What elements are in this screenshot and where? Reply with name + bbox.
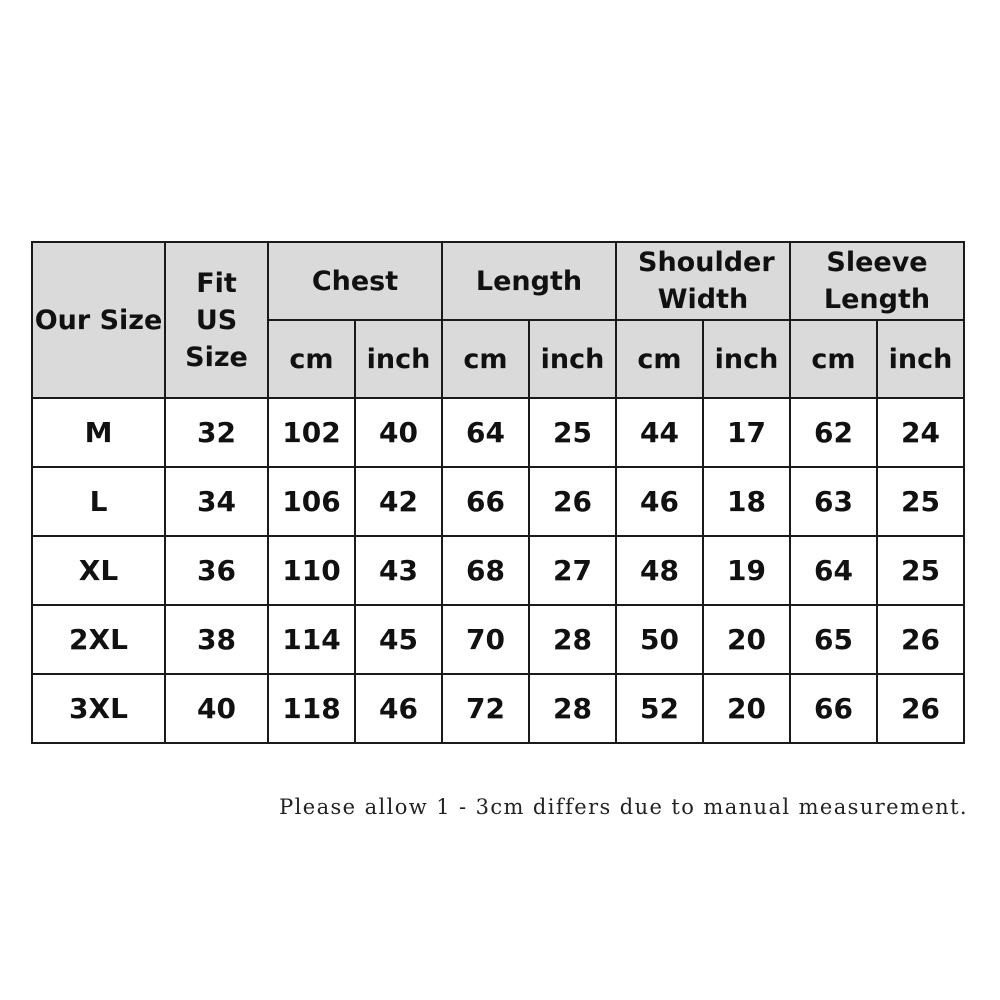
chest-inch-cell: 40 xyxy=(355,398,442,467)
header-sleeve-length: Sleeve Length xyxy=(790,242,964,320)
header-our-size: Our Size xyxy=(32,242,165,398)
sleeve-cm-cell: 65 xyxy=(790,605,877,674)
us-size-cell: 40 xyxy=(165,674,268,743)
unit-header: inch xyxy=(877,320,964,398)
chest-cm-cell: 110 xyxy=(268,536,355,605)
chest-inch-cell: 42 xyxy=(355,467,442,536)
sleeve-inch-cell: 25 xyxy=(877,536,964,605)
length-cm-cell: 66 xyxy=(442,467,529,536)
shoulder-inch-cell: 20 xyxy=(703,605,790,674)
table-row xyxy=(32,536,964,605)
header-fit-us-size: Fit US Size xyxy=(165,242,268,398)
header-chest: Chest xyxy=(268,242,442,320)
unit-header: cm xyxy=(790,320,877,398)
length-inch-cell: 26 xyxy=(529,467,616,536)
table-row xyxy=(32,674,964,743)
chest-cm-cell: 106 xyxy=(268,467,355,536)
shoulder-cm-cell: 50 xyxy=(616,605,703,674)
size-chart-table xyxy=(31,241,965,744)
length-inch-cell: 28 xyxy=(529,605,616,674)
size-cell: M xyxy=(32,398,165,467)
table-body xyxy=(32,398,964,743)
unit-header: inch xyxy=(355,320,442,398)
sleeve-inch-cell: 24 xyxy=(877,398,964,467)
header-length: Length xyxy=(442,242,616,320)
length-cm-cell: 70 xyxy=(442,605,529,674)
header-row-groups xyxy=(32,242,964,320)
us-size-cell: 34 xyxy=(165,467,268,536)
size-cell: XL xyxy=(32,536,165,605)
size-cell: 2XL xyxy=(32,605,165,674)
table-row xyxy=(32,605,964,674)
shoulder-cm-cell: 46 xyxy=(616,467,703,536)
shoulder-inch-cell: 17 xyxy=(703,398,790,467)
unit-header: cm xyxy=(268,320,355,398)
us-size-cell: 36 xyxy=(165,536,268,605)
chest-cm-cell: 102 xyxy=(268,398,355,467)
sleeve-cm-cell: 63 xyxy=(790,467,877,536)
shoulder-cm-cell: 48 xyxy=(616,536,703,605)
shoulder-cm-cell: 44 xyxy=(616,398,703,467)
chest-cm-cell: 118 xyxy=(268,674,355,743)
us-size-cell: 38 xyxy=(165,605,268,674)
chest-inch-cell: 43 xyxy=(355,536,442,605)
chest-cm-cell: 114 xyxy=(268,605,355,674)
shoulder-cm-cell: 52 xyxy=(616,674,703,743)
table-row xyxy=(32,398,964,467)
chest-inch-cell: 45 xyxy=(355,605,442,674)
sleeve-cm-cell: 66 xyxy=(790,674,877,743)
length-inch-cell: 25 xyxy=(529,398,616,467)
size-cell: 3XL xyxy=(32,674,165,743)
table-header xyxy=(32,242,964,398)
table-row xyxy=(32,467,964,536)
sleeve-cm-cell: 64 xyxy=(790,536,877,605)
shoulder-inch-cell: 20 xyxy=(703,674,790,743)
shoulder-inch-cell: 18 xyxy=(703,467,790,536)
length-cm-cell: 72 xyxy=(442,674,529,743)
sleeve-inch-cell: 26 xyxy=(877,605,964,674)
length-cm-cell: 64 xyxy=(442,398,529,467)
unit-header: cm xyxy=(442,320,529,398)
length-cm-cell: 68 xyxy=(442,536,529,605)
shoulder-inch-cell: 19 xyxy=(703,536,790,605)
length-inch-cell: 27 xyxy=(529,536,616,605)
header-shoulder-width: Shoulder Width xyxy=(616,242,790,320)
size-cell: L xyxy=(32,467,165,536)
sleeve-inch-cell: 25 xyxy=(877,467,964,536)
unit-header: inch xyxy=(529,320,616,398)
measurement-note: Please allow 1 - 3cm differs due to manual measurement. xyxy=(279,795,968,819)
sleeve-cm-cell: 62 xyxy=(790,398,877,467)
chest-inch-cell: 46 xyxy=(355,674,442,743)
us-size-cell: 32 xyxy=(165,398,268,467)
sleeve-inch-cell: 26 xyxy=(877,674,964,743)
unit-header: cm xyxy=(616,320,703,398)
unit-header: inch xyxy=(703,320,790,398)
length-inch-cell: 28 xyxy=(529,674,616,743)
